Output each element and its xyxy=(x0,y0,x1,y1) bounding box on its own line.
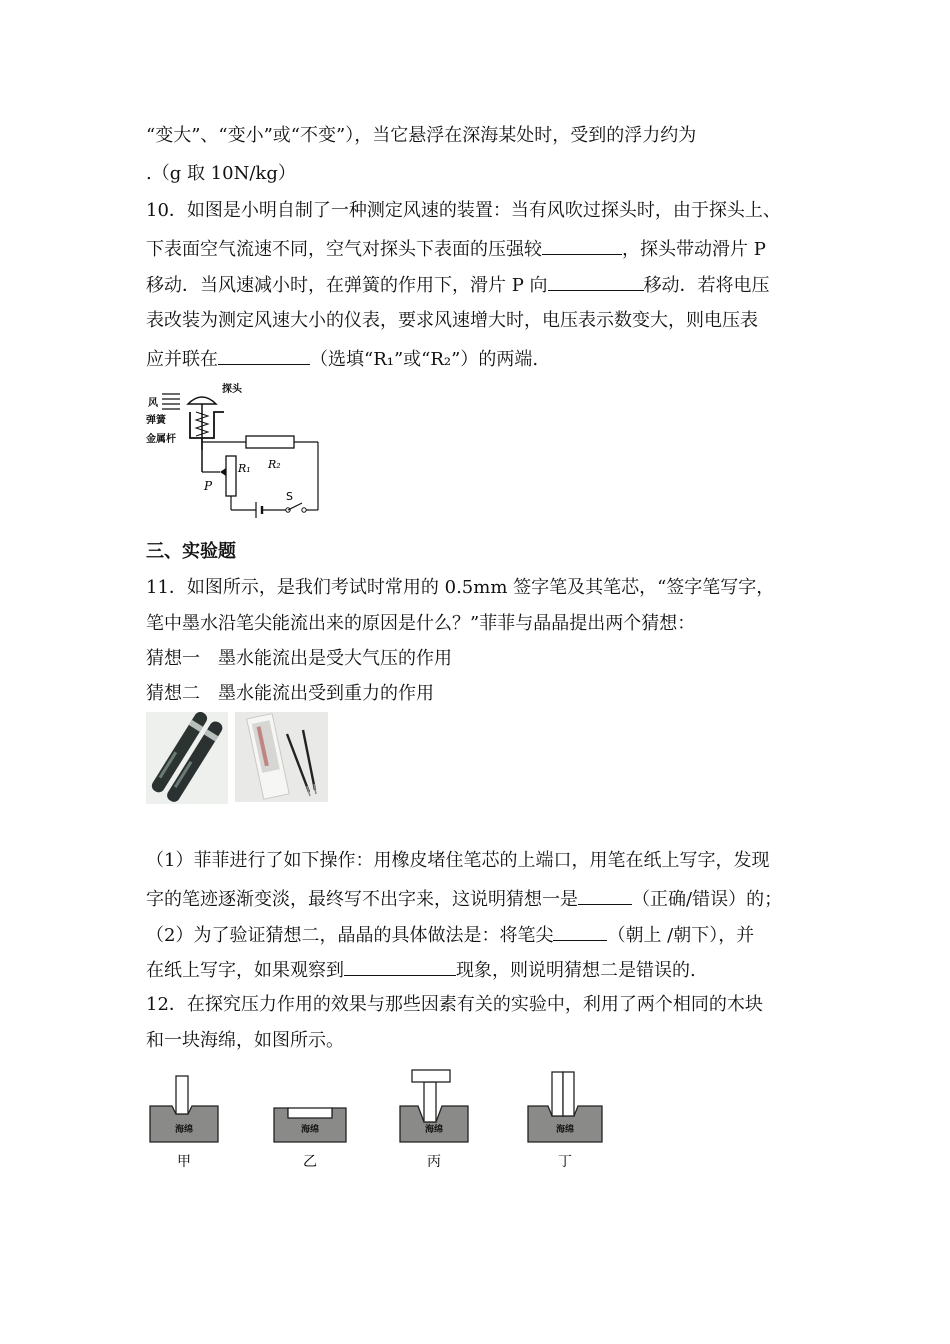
sponge-label: 海绵 xyxy=(300,1125,320,1135)
q11-line2: 笔中墨水沿笔尖能流出来的原因是什么？”菲菲与晶晶提出两个猜想： xyxy=(146,613,696,634)
wind-label: 风 xyxy=(148,398,158,409)
q12-line1: 12．在探究压力作用的效果与那些因素有关的实验中，利用了两个相同的木块 xyxy=(146,994,763,1015)
q10-line5: 应并联在 （选填“R₁”或“R₂”）的两端. xyxy=(146,346,538,372)
section-title: 三、实验题 xyxy=(146,541,236,562)
probe-label: 探头 xyxy=(222,384,242,395)
spring-label: 弹簧 xyxy=(146,415,166,426)
q10-line3: 移动．当风速减小时，在弹簧的作用下，滑片 P 向 移动．若将电压 xyxy=(146,272,770,298)
sponge-label: 海绵 xyxy=(555,1125,575,1135)
q10-line2: 下表面空气流速不同，空气对探头下表面的压强较 ，探头带动滑片 P xyxy=(146,236,766,262)
setup-ding xyxy=(528,1072,602,1170)
label-bing: 丙 xyxy=(427,1154,441,1170)
label-ding: 丁 xyxy=(558,1154,572,1170)
rod-label: 金属杆 xyxy=(146,434,176,445)
r2-label: R₂ xyxy=(268,458,281,471)
q11-part1-line2: 字的笔迹逐渐变淡，最终写不出字来，这说明猜想一是 （正确/错误）的； xyxy=(146,886,782,912)
q10-line4: 表改装为测定风速大小的仪表，要求风速增大时，电压表示数变大，则电压表 xyxy=(146,310,758,331)
setup-jia xyxy=(150,1076,218,1170)
switch-lever xyxy=(288,503,302,510)
slider-arrow xyxy=(220,468,226,476)
answer-blank[interactable] xyxy=(578,886,632,905)
q11-part2-line1: （2）为了验证猜想二，晶晶的具体做法是：将笔尖 （朝上 /朝下），并 xyxy=(146,922,754,948)
wind-speed-circuit-figure xyxy=(146,380,336,530)
r2-resistor xyxy=(246,436,294,448)
label-yi: 乙 xyxy=(303,1154,317,1170)
p-label: P xyxy=(204,479,213,493)
sponge-label: 海绵 xyxy=(174,1125,194,1135)
probe-shape xyxy=(188,397,216,404)
q12-line2: 和一块海绵，如图所示。 xyxy=(146,1030,344,1051)
setup-yi xyxy=(274,1108,346,1170)
answer-blank[interactable] xyxy=(553,922,607,941)
q9-line2: .（g 取 10N/kg） xyxy=(146,163,296,184)
q11-guess2: 猜想二 墨水能流出受到重力的作用 xyxy=(146,683,434,704)
refills-photo xyxy=(235,712,328,802)
sponge-label: 海绵 xyxy=(424,1125,444,1135)
q10-line1: 10．如图是小明自制了一种测定风速的装置：当有风吹过探头时，由于探头上、 xyxy=(146,200,781,221)
setup-bing xyxy=(400,1070,468,1170)
pens-photo xyxy=(146,712,228,804)
r1-resistor xyxy=(226,456,236,496)
q11-part1-line1: （1）菲菲进行了如下操作：用橡皮堵住笔芯的上端口，用笔在纸上写字，发现 xyxy=(146,850,770,871)
label-jia: 甲 xyxy=(177,1154,191,1170)
q9-line1: “变大”、“变小”或“不变”），当它悬浮在深海某处时，受到的浮力约为 xyxy=(146,125,697,146)
answer-blank[interactable] xyxy=(218,346,310,365)
answer-blank[interactable] xyxy=(542,236,622,255)
r1-label: R₁ xyxy=(238,462,251,475)
sponge-experiment-figure xyxy=(146,1066,616,1176)
s-label: S xyxy=(286,490,293,503)
q11-part2-line2: 在纸上写字，如果观察到 现象，则说明猜想二是错误的. xyxy=(146,957,696,983)
answer-blank[interactable] xyxy=(344,957,456,976)
answer-blank[interactable] xyxy=(548,272,644,291)
q11-guess1: 猜想一 墨水能流出是受大气压的作用 xyxy=(146,648,452,669)
q11-line1: 11．如图所示，是我们考试时常用的 0.5mm 签字笔及其笔芯，“签字笔写字， xyxy=(146,577,775,598)
